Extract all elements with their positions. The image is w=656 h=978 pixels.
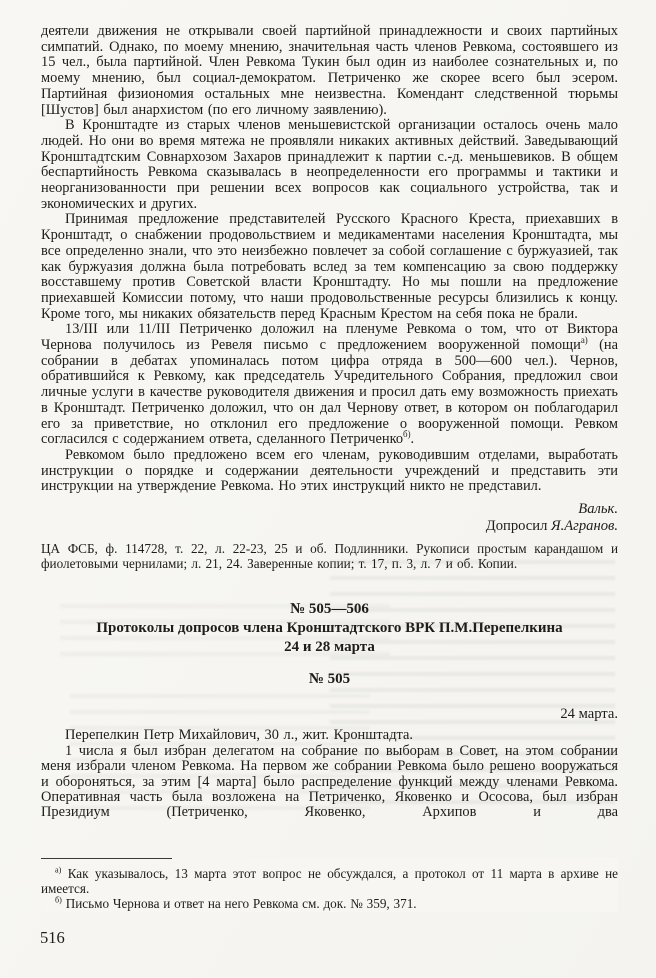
body-paragraph-continuing: 1 числа я был избран делегатом на собрание по выборам в Совет, на этом собрании меня избрали членом Ревкома. На первом же собрании Ревкома было решено вооружаться и обороняться, за этим [4 марта] было распределение функций между членами Ревкома. Оперативная часть была возложена на Петриченко, Яковенко и Ососова, был избран Президиум (Петриченко, Яковенко, Архипов и два	[41, 742, 618, 821]
document-number: № 505	[308, 671, 351, 687]
footnote-block	[41, 858, 618, 912]
interrogator-name: Я.Агранов.	[551, 518, 618, 535]
person-line: Перепелкин Петр Михайлович, 30 л., жит. Кронштадта.	[65, 727, 413, 743]
paragraph-text: (на собрании в дебатах упоминалась потом цифра отряда в 500—600 чел.). Чернов, обратившийся к Ревкому, как председатель Учредительного Собрания, предложил свои личные услуги в качестве руководителя движения и просил дать ему возможность приехать в Кронштадт. Петриченко доложил, что он дал Чернову ответ, в котором он поблагодарил его за приветствие, но отклонил его предложение о вооруженной помощи. Ревком согласился с содержанием ответа, сделанного Петриченко	[41, 337, 618, 448]
interrogator-line	[41, 518, 618, 535]
document-heading	[41, 600, 618, 657]
signature-valk: Вальк.	[578, 501, 618, 518]
document-date: 24 марта.	[560, 706, 618, 722]
document-title-dates: 24 и 28 марта	[284, 638, 375, 655]
body-paragraph: Принимая предложение представителей Русского Красного Креста, приехавших в Кронштадт, о снабжении продовольствием и медикаментами населения Кронштадта, мы все определенно знали, что это неизбежно повлечет за собой соглашение с буржуазией, так как буржуазия должна была потребовать вслед за тем компенсацию за свою поддержку восставшему против Советской власти Кронштадту. Но мы пошли на предложение приехавшей Комиссии потому, что наши продовольственные ресурсы близились к концу. Кроме того, мы никаких обязательств перед Красным Крестом на себя пока не брали.	[41, 211, 618, 322]
footnote-separator-rule	[41, 858, 172, 859]
paragraph-text: .	[410, 431, 415, 448]
footnote	[41, 896, 618, 911]
signature-block	[41, 501, 618, 535]
footnote	[41, 866, 618, 896]
footnote-marker-b: б)	[403, 429, 411, 440]
footnote-text: Как указывалось, 13 марта этот вопрос не обсуждался, а протокол от 11 марта в архиве не имеется.	[41, 866, 619, 897]
page-content	[41, 24, 618, 821]
footnote-marker-a: а)	[580, 335, 588, 346]
interrogator-label: Допросил	[485, 518, 548, 535]
body-paragraph: В Кронштадте из старых членов меньшевистской организации осталось очень мало людей. Но они во время мятежа не проявляли никаких активных действий. Заведывающий Кронштадтским Совнархозом Захаров принадлежит к партии с.-д. меньшевиков. В общем беспартийность Ревкома сказывалась в неопределенности его программы и тактики и неорганизованности при решении всех вопросов как социального устройства, так и экономических и других.	[41, 117, 618, 212]
paragraph-text: 13/III или 11/III Петриченко доложил на пленуме Ревкома о том, что от Виктора Чернова получилось из Ревеля письмо с предложением вооруженной помощи	[41, 321, 618, 354]
document-title: Протоколы допросов члена Кронштадтского ВРК П.М.Перепелкина	[96, 620, 563, 636]
footnote-text: Письмо Чернова и ответ на него Ревкома см. док. № 359, 371.	[65, 896, 417, 912]
footnote-marker-b: б)	[55, 896, 62, 906]
footnote-marker-a: а)	[55, 865, 62, 875]
body-paragraph: Ревкомом было предложено всем его членам, руководившим отделами, выработать инструкции о порядке и содержании деятельности учреждений и представить эти инструкции на утверждение Ревкома. Но этих инструкций никто не представил.	[41, 446, 618, 495]
document-number-range: № 505—506	[290, 600, 369, 617]
body-paragraph-continuation: деятели движения не открывали своей партийной принадлежности и своих партийных симпатий. Однако, по моему мнению, значительная часть членов Ревкома, состоявшего из 15 чел., была партийной. Член Ревкома Тукин был один из наиболее сознательных и, по моему мнению, был социал-демократом. Петриченко же скорее всего был эсером. Партийная физиономия остальных мне неизвестна. Комендант следственной тюрьмы [Шустов] был анархистом (по его личному заявлению).	[41, 23, 618, 118]
page-number: 516	[40, 928, 65, 947]
body-paragraph-chernov	[41, 322, 618, 448]
archive-source-reference: ЦА ФСБ, ф. 114728, т. 22, л. 22-23, 25 и об. Подлинники. Рукописи простым карандашом и фиолетовыми чернилами; л. 21, 24. Заверенные копии; т. 17, п. 3, л. 7 и об. Копии.	[41, 541, 618, 572]
